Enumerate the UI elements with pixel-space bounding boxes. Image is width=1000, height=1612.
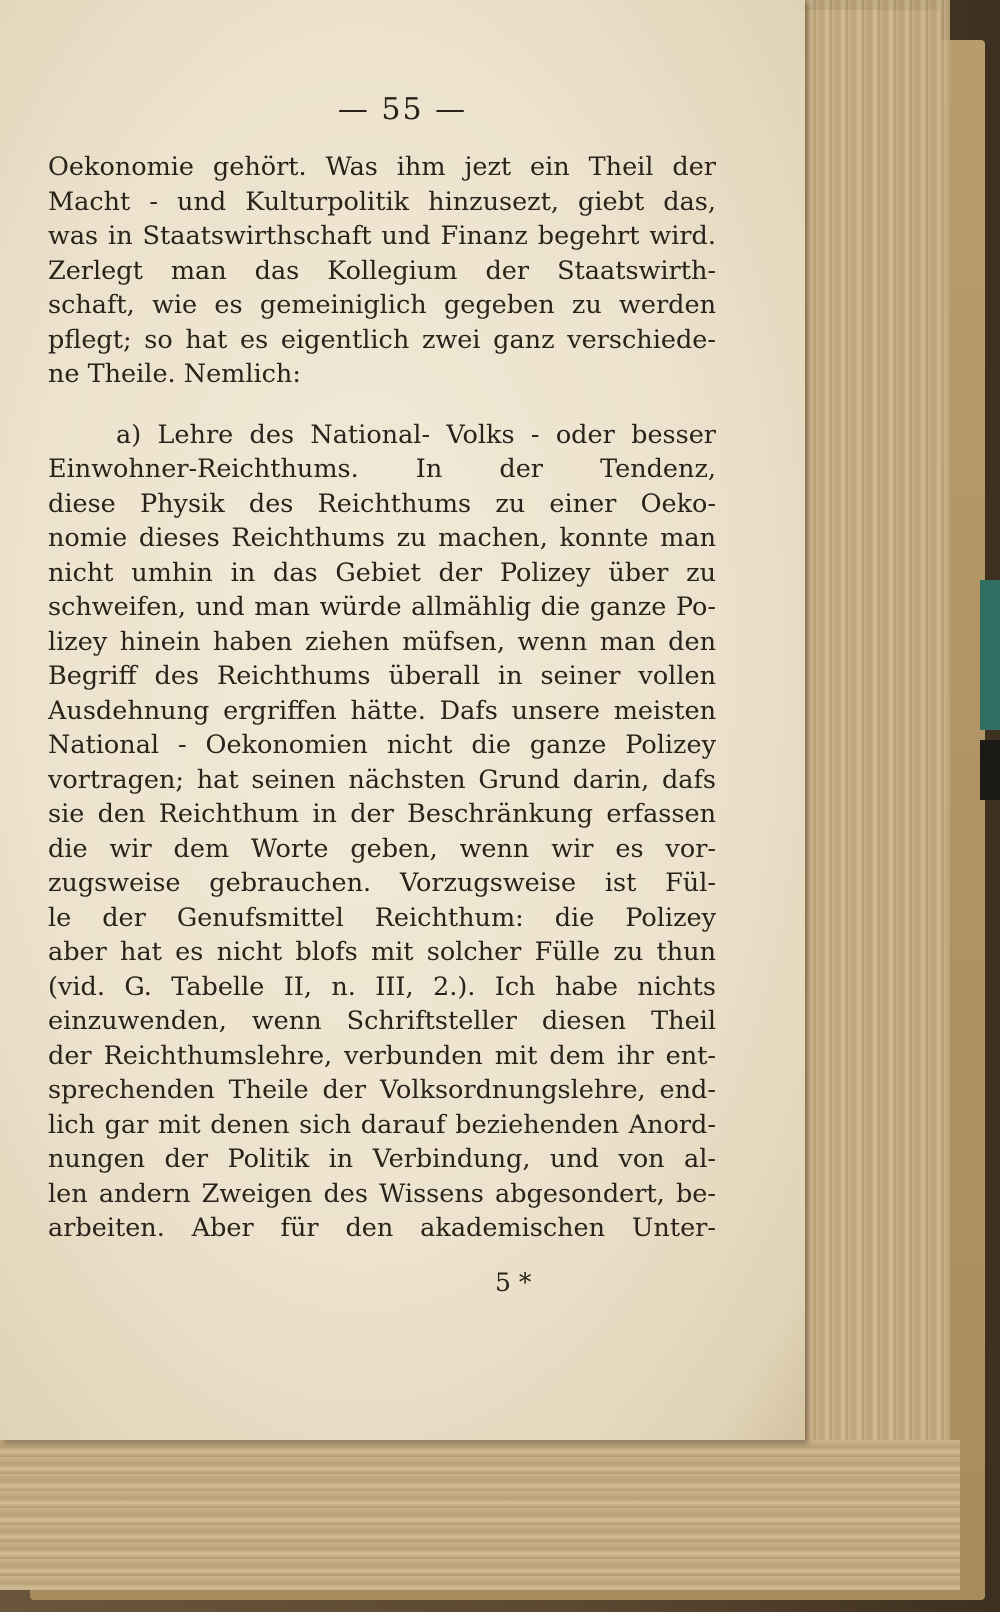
text-line: (vid. G. Tabelle II, n. III, 2.). Ich habe nichts xyxy=(48,971,716,1002)
signature-mark: 5 * xyxy=(495,1268,532,1297)
text-line: der Reichthumslehre, verbunden mit dem ihr ent- xyxy=(48,1040,716,1071)
paragraph-gap xyxy=(48,392,716,418)
text-line: National - Oekonomien nicht die ganze Polizey xyxy=(48,730,716,760)
page-edges-bottom xyxy=(0,1440,960,1590)
page-number: — 55 — xyxy=(337,92,468,127)
text-line: le der Genufsmittel Reichthum: die Polizey xyxy=(48,902,716,933)
text-line: die wir dem Worte geben, wenn wir es vor- xyxy=(48,833,716,864)
text-line: diese Physik des Reichthums zu einer Oeko- xyxy=(48,488,716,519)
text-line: Oekonomie gehört. Was ihm jezt ein Theil der xyxy=(48,152,716,182)
text-line: sie den Reichthum in der Beschränkung erfassen xyxy=(48,799,716,829)
text-line: len andern Zweigen des Wissens abgesondert, be- xyxy=(48,1178,716,1209)
spine-shadow xyxy=(980,740,1000,800)
text-line: Ausdehnung ergriffen hätte. Dafs unsere meisten xyxy=(48,695,716,726)
page-body xyxy=(48,150,716,1246)
bookmark-ribbon xyxy=(980,580,1000,730)
text-line: was in Staatswirthschaft und Finanz begehrt wird. xyxy=(48,221,716,251)
text-line: lizey hinein haben ziehen müfsen, wenn man den xyxy=(48,626,716,657)
text-line: aber hat es nicht blofs mit solcher Fülle zu thun xyxy=(48,937,716,967)
text-line: zugsweise gebrauchen. Vorzugsweise ist Fül- xyxy=(48,868,716,898)
text-line: nomie dieses Reichthums zu machen, konnte man xyxy=(48,523,716,553)
text-line: Einwohner-Reichthums. In der Tendenz, xyxy=(48,454,716,484)
text-line: einzuwenden, wenn Schriftsteller diesen Theil xyxy=(48,1006,716,1036)
text-line: arbeiten. Aber für den akademischen Unter- xyxy=(48,1213,716,1243)
text-line: schaft, wie es gemeiniglich gegeben zu werden xyxy=(48,290,716,320)
page-edges-right xyxy=(800,0,950,1560)
text-line: sprechenden Theile der Volksordnungslehre, end- xyxy=(48,1075,716,1105)
text-line: ne Theile. Nemlich: xyxy=(48,359,301,389)
text-line: nungen der Politik in Verbindung, und von al- xyxy=(48,1144,716,1174)
text-line: Begriff des Reichthums überall in seiner vollen xyxy=(48,661,716,691)
text-line: lich gar mit denen sich darauf beziehenden Anord- xyxy=(48,1109,716,1140)
text-line: vortragen; hat seinen nächsten Grund darin, dafs xyxy=(48,764,716,795)
text-line: schweifen, und man würde allmählig die ganze Po- xyxy=(48,592,716,622)
text-line: nicht umhin in das Gebiet der Polizey über zu xyxy=(48,557,716,588)
text-line: pflegt; so hat es eigentlich zwei ganz verschiede- xyxy=(48,324,716,355)
text-line: Zerlegt man das Kollegium der Staatswirth- xyxy=(48,255,716,286)
paragraph-2 xyxy=(48,418,716,1246)
text-line: Macht - und Kulturpolitik hinzusezt, giebt das, xyxy=(48,186,716,217)
paragraph-1 xyxy=(48,150,716,392)
text-line: a) Lehre des National- Volks - oder besser xyxy=(116,419,716,450)
